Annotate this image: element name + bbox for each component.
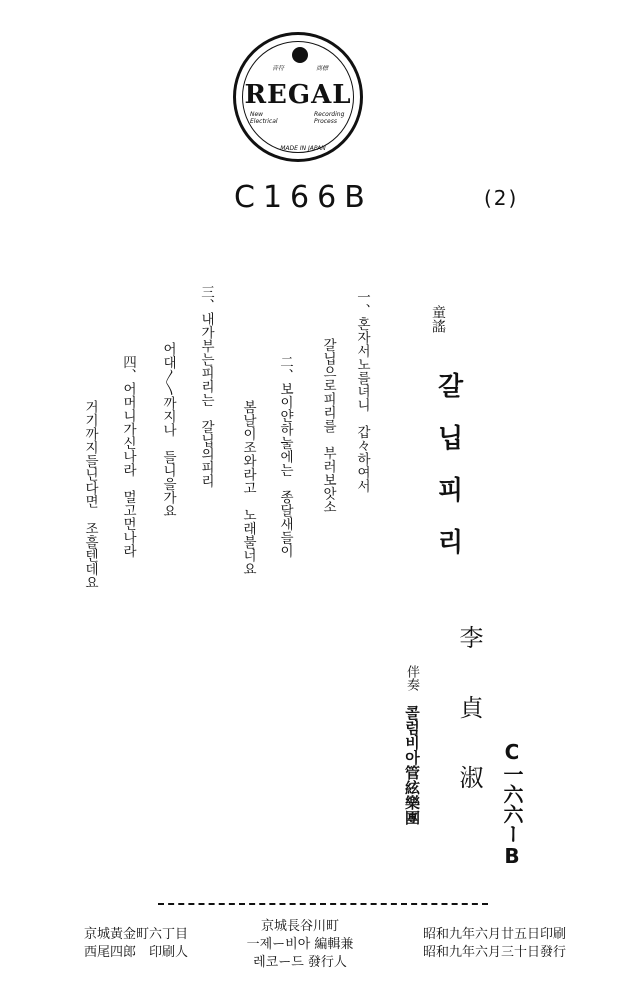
lyric-line-2: 갈닙으로피리를 부러보앗소 — [320, 338, 336, 514]
accompaniment: 콜럼비아管絃樂團 — [403, 705, 421, 825]
logo-emblem-icon — [292, 47, 308, 63]
lyric-line-4: 봄날이조와라고 노래불너요 — [240, 400, 256, 576]
logo-right-text: Recording Process — [314, 111, 345, 125]
logo-top-right: 商標 — [316, 65, 329, 72]
lyric-line-6: 어대〳〵까지나 들니을가요 — [160, 342, 176, 518]
page-number: (2) — [484, 186, 519, 210]
lyric-line-5: 三、내가부는피리는 갈닙의피리 — [198, 285, 214, 488]
printer-block: 京城黃金町六丁目 西尾四郎 印刷人 — [84, 927, 189, 960]
printed-date: 昭和九年六月廿五日印刷 昭和九年六月三十日發行 — [422, 927, 566, 960]
catalog-kanji: C一六六ーB — [500, 740, 524, 868]
song-title: 갈닙피리 — [433, 372, 463, 580]
logo-left-text: New Electrical — [250, 111, 278, 125]
regal-logo — [233, 32, 363, 162]
divider-rule — [158, 903, 488, 905]
accompaniment-label: 伴奏 — [404, 665, 419, 691]
catalog-number: C166B — [234, 180, 373, 215]
logo-brand: REGAL — [244, 80, 352, 110]
logo-top-left: 音符 — [272, 65, 285, 72]
lyric-line-1: 一、혼자서노를녀니 갑々하여서 — [354, 290, 370, 493]
lyric-line-8: 거기까지들닌다면 조흘텐데요 — [82, 400, 98, 589]
lyric-line-3: 二、보이얀하눌에는 종달새들이 — [277, 355, 293, 558]
publisher-block: 京城長谷川町 一제ー비아 編輯兼 레코ー드 發行人 — [246, 919, 354, 970]
singer-name: 李貞淑 — [455, 625, 483, 835]
lyric-line-7: 四、어머니가신나라 멀고먼나라 — [120, 355, 136, 558]
title-genre: 童謠 — [430, 305, 446, 333]
logo-bottom-text: MADE IN JAPAN — [280, 145, 326, 152]
